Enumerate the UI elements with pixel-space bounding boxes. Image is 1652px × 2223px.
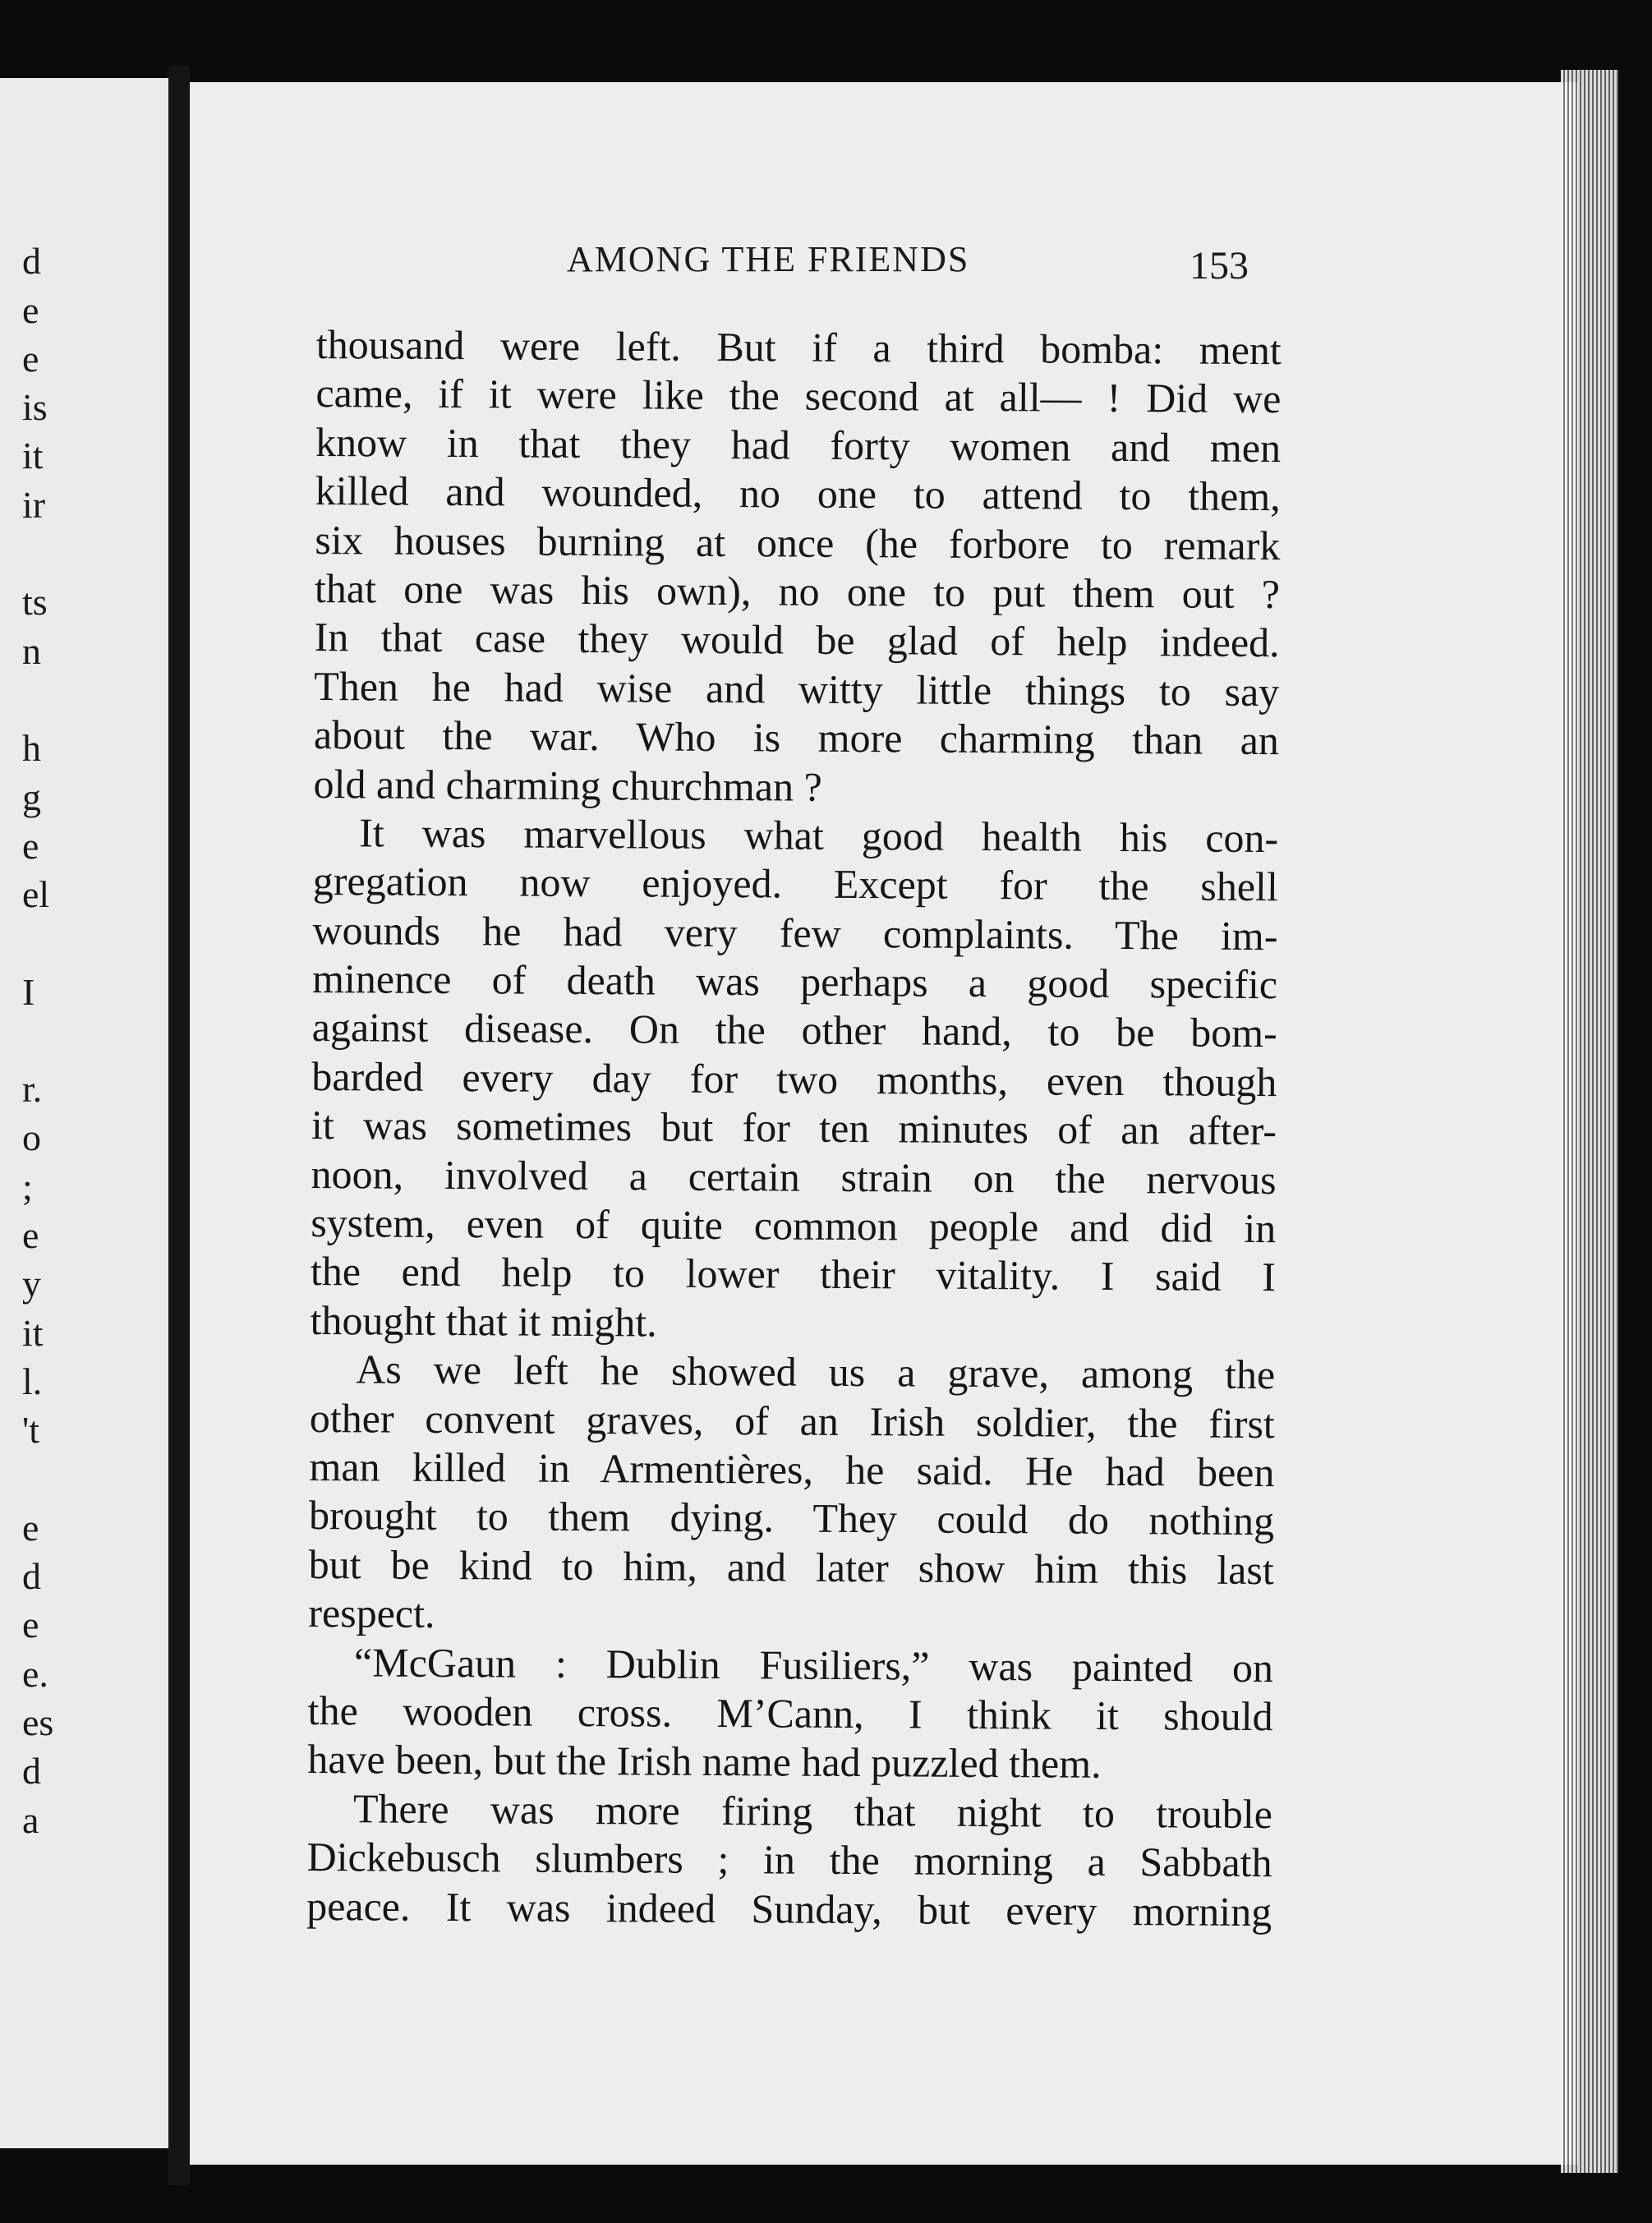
- text-line: about the war. Who is more charming than an: [313, 711, 1280, 764]
- left-page-fragment: ir: [22, 484, 46, 526]
- text-line: “McGaun : Dublin Fusiliers,” was painted on: [353, 1638, 1274, 1691]
- left-page-fragment: d: [22, 1555, 41, 1597]
- text-line: killed and wounded, no one to attend to them,: [315, 467, 1281, 520]
- text-line: barded every day for two months, even though: [311, 1052, 1277, 1106]
- left-page-fragment: l.: [22, 1360, 43, 1402]
- text-line: six houses burning at once (he forbore to remark: [315, 516, 1281, 568]
- left-page-text-fragments: [0, 78, 168, 2148]
- left-page-fragment: e: [22, 825, 39, 867]
- left-page-fragment: y: [22, 1263, 41, 1305]
- left-page-fragment: is: [22, 386, 48, 428]
- left-page-fragment: d: [22, 1750, 41, 1792]
- text-line: know in that they had forty women and men: [315, 418, 1282, 471]
- left-page-fragment: r.: [22, 1068, 43, 1110]
- text-line: came, if it were like the second at all— ! Did we: [315, 370, 1282, 422]
- text-line: In that case they would be glad of help indeed.: [314, 614, 1280, 666]
- left-page-fragment: es: [22, 1701, 54, 1743]
- text-line: but be kind to him, and later show him this last: [308, 1540, 1274, 1593]
- text-line: brought to them dying. They could do nothing: [308, 1492, 1275, 1544]
- text-line: Then he had wise and witty little things to say: [314, 662, 1280, 715]
- left-page-fragment: o: [22, 1116, 41, 1158]
- text-line: thought that it might.: [310, 1296, 657, 1346]
- page-number: 153: [1190, 244, 1249, 288]
- left-page-fragment: el: [22, 873, 50, 915]
- text-line: the end help to lower their vitality. I said I: [310, 1248, 1277, 1300]
- text-line: gregation now enjoyed. Except for the shell: [312, 858, 1278, 910]
- left-page: [0, 78, 168, 2148]
- body-text: [306, 320, 1282, 1936]
- book-gutter: [168, 66, 190, 2185]
- text-line: other convent graves, of an Irish soldier, the first: [309, 1394, 1275, 1447]
- left-page-fragment: h: [22, 727, 41, 769]
- text-line: old and charming churchman ?: [313, 760, 822, 810]
- text-line: have been, but the Irish name had puzzled them.: [307, 1736, 1102, 1788]
- text-line: system, even of quite common people and did in: [311, 1199, 1277, 1252]
- left-page-fragment: e.: [22, 1653, 48, 1695]
- text-line: noon, involved a certain strain on the nervous: [311, 1150, 1277, 1203]
- text-line: it was sometimes but for ten minutes of an after-: [311, 1102, 1277, 1154]
- text-line: man killed in Armentières, he said. He had been: [309, 1443, 1275, 1496]
- text-line: As we left he showed us a grave, among the: [356, 1346, 1276, 1398]
- text-line: against disease. On the other hand, to be bom-: [311, 1004, 1277, 1056]
- left-page-fragment: 't: [22, 1409, 40, 1451]
- text-line: peace. It was indeed Sunday, but every morning: [306, 1882, 1272, 1935]
- left-page-fragment: e: [22, 289, 39, 331]
- text-line: Dickebusch slumbers ; in the morning a Sabbath: [306, 1834, 1272, 1886]
- text-line: It was marvellous what good health his con-: [359, 809, 1279, 862]
- left-page-fragment: ts: [22, 581, 48, 623]
- left-page-fragment: n: [22, 630, 41, 672]
- text-line: minence of death was perhaps a good specific: [311, 955, 1278, 1008]
- left-page-fragment: d: [22, 240, 41, 282]
- text-line: the wooden cross. M’Cann, I think it should: [307, 1687, 1273, 1740]
- left-page-fragment: ;: [22, 1166, 33, 1208]
- left-page-fragment: e: [22, 338, 39, 380]
- left-page-fragment: it: [22, 1312, 44, 1354]
- text-line: There was more firing that night to trouble: [352, 1785, 1273, 1837]
- left-page-fragment: e: [22, 1604, 39, 1645]
- page-edges: [1561, 70, 1618, 2173]
- text-line: respect.: [308, 1590, 435, 1637]
- left-page-fragment: e: [22, 1214, 39, 1256]
- left-page-fragment: it: [22, 435, 44, 476]
- running-head: AMONG THE FRIENDS: [567, 239, 970, 279]
- left-page-fragment: I: [22, 971, 35, 1013]
- text-line: that one was his own), no one to put them out ?: [314, 564, 1281, 618]
- left-page-fragment: a: [22, 1799, 39, 1841]
- left-page-fragment: e: [22, 1507, 39, 1549]
- text-line: thousand were left. But if a third bomba: ment: [315, 320, 1282, 374]
- left-page-fragment: g: [22, 776, 41, 818]
- text-line: wounds he had very few complaints. The im-: [312, 906, 1278, 959]
